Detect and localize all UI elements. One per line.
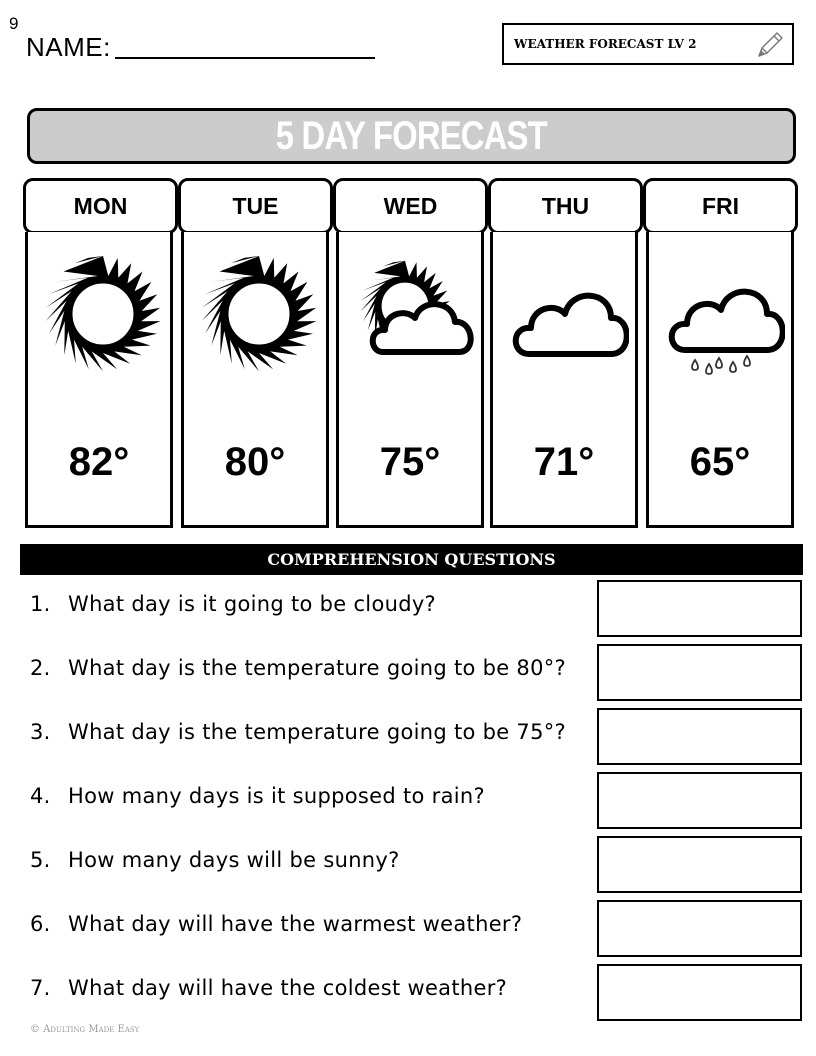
day-header-thu: THU xyxy=(488,178,643,234)
question-6 xyxy=(30,912,522,936)
sun-icon xyxy=(198,254,320,384)
temperature: 75° xyxy=(379,440,441,484)
day-column-fri xyxy=(646,232,794,528)
question-text: How many days will be sunny? xyxy=(68,848,400,872)
name-field-line[interactable] xyxy=(115,57,375,59)
temperature: 65° xyxy=(689,440,751,484)
banner-title: 5 DAY FORECAST xyxy=(275,114,548,158)
temperature: 80° xyxy=(224,440,286,484)
copyright: © Adulting Made Easy xyxy=(30,1024,140,1035)
question-7 xyxy=(30,976,507,1000)
answer-box-2[interactable] xyxy=(597,644,802,701)
worksheet-title: WEATHER FORECAST LV 2 xyxy=(514,37,697,51)
question-number: 3. xyxy=(30,720,51,744)
partly-cloudy-icon xyxy=(353,254,475,384)
question-number: 1. xyxy=(30,592,51,616)
pencil-icon xyxy=(753,28,787,62)
question-5 xyxy=(30,848,400,872)
day-column-tue xyxy=(181,232,329,528)
day-header-tue: TUE xyxy=(178,178,333,234)
cloud-icon xyxy=(507,254,629,384)
question-1 xyxy=(30,592,436,616)
answer-box-6[interactable] xyxy=(597,900,802,957)
question-number: 4. xyxy=(30,784,51,808)
name-label: NAME: xyxy=(26,32,111,62)
rain-cloud-icon xyxy=(663,254,785,384)
question-3 xyxy=(30,720,566,744)
day-column-thu xyxy=(490,232,638,528)
day-header-fri: FRI xyxy=(643,178,798,234)
page-number: 9 xyxy=(9,14,19,33)
question-number: 6. xyxy=(30,912,51,936)
question-text: How many days is it supposed to rain? xyxy=(68,784,485,808)
answer-box-7[interactable] xyxy=(597,964,802,1021)
question-number: 5. xyxy=(30,848,51,872)
answer-box-1[interactable] xyxy=(597,580,802,637)
temperature: 71° xyxy=(533,440,595,484)
answer-box-5[interactable] xyxy=(597,836,802,893)
sun-icon xyxy=(42,254,164,384)
day-header-mon: MON xyxy=(23,178,178,234)
day-header-wed: WED xyxy=(333,178,488,234)
question-text: What day will have the warmest weather? xyxy=(68,912,523,936)
answer-box-3[interactable] xyxy=(597,708,802,765)
question-text: What day will have the coldest weather? xyxy=(68,976,508,1000)
question-text: What day is it going to be cloudy? xyxy=(68,592,436,616)
comprehension-questions-header: COMPREHENSION QUESTIONS xyxy=(20,544,803,575)
temperature: 82° xyxy=(68,440,130,484)
day-column-wed xyxy=(336,232,484,528)
question-text: What day is the temperature going to be 80°? xyxy=(68,656,566,680)
forecast-banner xyxy=(27,108,796,164)
answer-box-4[interactable] xyxy=(597,772,802,829)
question-number: 2. xyxy=(30,656,51,680)
question-4 xyxy=(30,784,485,808)
question-text: What day is the temperature going to be 75°? xyxy=(68,720,566,744)
day-column-mon xyxy=(25,232,173,528)
question-2 xyxy=(30,656,566,680)
worksheet-title-box xyxy=(502,23,794,65)
question-number: 7. xyxy=(30,976,51,1000)
